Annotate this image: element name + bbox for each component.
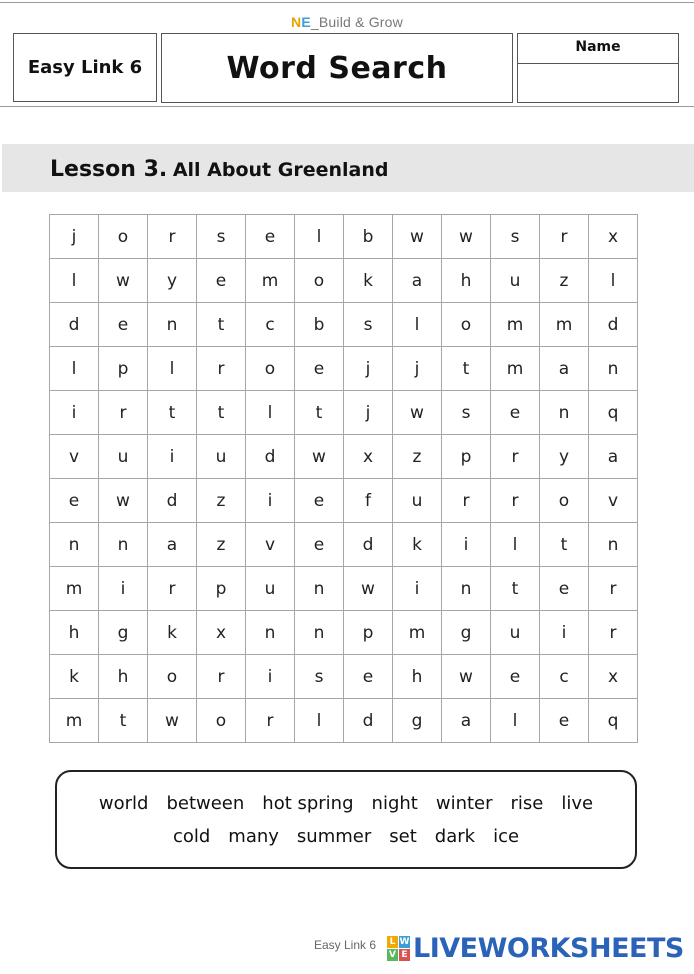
grid-cell[interactable]: w — [295, 435, 344, 479]
grid-cell[interactable]: r — [589, 567, 638, 611]
grid-row — [50, 303, 638, 347]
logo-square: L — [387, 936, 398, 948]
grid-cell[interactable]: s — [491, 215, 540, 259]
grid-cell[interactable]: e — [491, 391, 540, 435]
grid-cell[interactable]: b — [344, 215, 393, 259]
grid-cell[interactable]: l — [491, 699, 540, 743]
grid-cell[interactable]: x — [197, 611, 246, 655]
grid-cell[interactable]: t — [148, 391, 197, 435]
grid-cell[interactable]: z — [540, 259, 589, 303]
grid-cell[interactable]: h — [442, 259, 491, 303]
liveworksheets-logo-icon — [387, 936, 410, 961]
grid-cell[interactable]: d — [589, 303, 638, 347]
grid-cell[interactable]: m — [246, 259, 295, 303]
grid-cell[interactable]: u — [491, 611, 540, 655]
grid-cell[interactable]: p — [442, 435, 491, 479]
grid-cell[interactable]: r — [442, 479, 491, 523]
grid-cell[interactable]: q — [589, 391, 638, 435]
worksheet-title: Word Search — [226, 50, 448, 86]
liveworksheets-logo — [387, 933, 684, 964]
grid-cell[interactable]: p — [344, 611, 393, 655]
grid-cell[interactable]: z — [197, 479, 246, 523]
grid-cell[interactable]: v — [50, 435, 99, 479]
grid-cell[interactable]: l — [246, 391, 295, 435]
grid-cell[interactable]: u — [99, 435, 148, 479]
grid-cell[interactable]: w — [148, 699, 197, 743]
grid-cell[interactable]: z — [393, 435, 442, 479]
grid-cell[interactable]: d — [148, 479, 197, 523]
word-bank-word: summer — [296, 825, 372, 847]
grid-cell[interactable]: x — [589, 215, 638, 259]
grid-cell[interactable]: t — [295, 391, 344, 435]
grid-cell[interactable]: k — [344, 259, 393, 303]
grid-cell[interactable]: l — [50, 259, 99, 303]
grid-cell[interactable]: y — [540, 435, 589, 479]
grid-cell[interactable]: t — [540, 523, 589, 567]
grid-cell[interactable]: e — [295, 523, 344, 567]
grid-cell[interactable]: c — [246, 303, 295, 347]
grid-row — [50, 435, 638, 479]
grid-cell[interactable]: l — [50, 347, 99, 391]
grid-cell[interactable]: i — [246, 655, 295, 699]
title-box — [161, 33, 513, 103]
word-bank-word: ice — [493, 825, 520, 847]
grid-cell[interactable]: w — [393, 215, 442, 259]
grid-cell[interactable]: a — [540, 347, 589, 391]
grid-cell[interactable]: i — [50, 391, 99, 435]
grid-cell[interactable]: w — [344, 567, 393, 611]
grid-cell[interactable]: o — [148, 655, 197, 699]
grid-cell[interactable]: e — [295, 347, 344, 391]
grid-cell[interactable]: e — [99, 303, 148, 347]
lesson-banner — [2, 144, 694, 192]
word-bank-word: dark — [434, 825, 476, 847]
grid-cell[interactable]: j — [393, 347, 442, 391]
grid-cell[interactable]: o — [246, 347, 295, 391]
grid-cell[interactable]: e — [197, 259, 246, 303]
grid-cell[interactable]: n — [589, 523, 638, 567]
lesson-number: Lesson 3. — [50, 157, 168, 182]
grid-cell[interactable]: n — [246, 611, 295, 655]
grid-cell[interactable]: e — [540, 567, 589, 611]
liveworksheets-logo-text: LIVEWORKSHEETS — [413, 933, 684, 964]
word-bank-word: night — [371, 792, 418, 814]
grid-cell[interactable]: j — [50, 215, 99, 259]
grid-cell[interactable]: l — [393, 303, 442, 347]
grid-cell[interactable]: r — [148, 215, 197, 259]
grid-cell[interactable]: y — [148, 259, 197, 303]
grid-cell[interactable]: d — [344, 699, 393, 743]
grid-cell[interactable]: h — [99, 655, 148, 699]
grid-cell[interactable]: m — [50, 699, 99, 743]
grid-cell[interactable]: s — [197, 215, 246, 259]
grid-cell[interactable]: j — [344, 391, 393, 435]
word-bank-word: set — [389, 825, 417, 847]
word-bank-row-1 — [99, 793, 593, 814]
grid-cell[interactable]: r — [540, 215, 589, 259]
grid-cell[interactable]: p — [197, 567, 246, 611]
footer-course-label: Easy Link 6 — [314, 938, 377, 952]
word-bank-word: hot spring — [262, 792, 354, 814]
grid-cell[interactable]: o — [197, 699, 246, 743]
grid-cell[interactable]: v — [589, 479, 638, 523]
grid-cell[interactable]: r — [246, 699, 295, 743]
name-box — [517, 33, 679, 103]
grid-cell[interactable]: l — [491, 523, 540, 567]
grid-cell[interactable]: m — [50, 567, 99, 611]
grid-cell[interactable]: n — [148, 303, 197, 347]
grid-cell[interactable]: a — [442, 699, 491, 743]
logo-square: W — [399, 937, 410, 947]
grid-cell[interactable]: r — [197, 655, 246, 699]
grid-row — [50, 567, 638, 611]
grid-cell[interactable]: s — [442, 391, 491, 435]
grid-cell[interactable]: i — [540, 611, 589, 655]
grid-cell[interactable]: x — [589, 655, 638, 699]
grid-cell[interactable]: a — [393, 259, 442, 303]
grid-cell[interactable]: g — [99, 611, 148, 655]
grid-cell[interactable]: e — [246, 215, 295, 259]
name-field[interactable] — [518, 64, 678, 102]
grid-cell[interactable]: a — [589, 435, 638, 479]
grid-cell[interactable]: b — [295, 303, 344, 347]
grid-cell[interactable]: i — [148, 435, 197, 479]
grid-cell[interactable]: g — [393, 699, 442, 743]
grid-cell[interactable]: w — [99, 259, 148, 303]
grid-row — [50, 347, 638, 391]
grid-row — [50, 655, 638, 699]
grid-cell[interactable]: e — [50, 479, 99, 523]
logo-square: E — [399, 949, 410, 961]
grid-cell[interactable]: r — [491, 435, 540, 479]
grid-cell[interactable]: r — [589, 611, 638, 655]
grid-cell[interactable]: i — [393, 567, 442, 611]
grid-cell[interactable]: e — [295, 479, 344, 523]
word-bank-word: live — [561, 792, 594, 814]
grid-cell[interactable]: j — [344, 347, 393, 391]
grid-row — [50, 611, 638, 655]
grid-cell[interactable]: p — [99, 347, 148, 391]
grid-cell[interactable]: n — [295, 567, 344, 611]
grid-cell[interactable]: u — [197, 435, 246, 479]
grid-cell[interactable]: d — [344, 523, 393, 567]
brand-logo: NE_Build & Grow — [291, 14, 403, 30]
grid-cell[interactable]: x — [344, 435, 393, 479]
grid-cell[interactable]: h — [50, 611, 99, 655]
word-bank — [55, 770, 637, 869]
grid-cell[interactable]: w — [99, 479, 148, 523]
grid-cell[interactable]: i — [99, 567, 148, 611]
grid-cell[interactable]: m — [393, 611, 442, 655]
grid-cell[interactable]: l — [295, 699, 344, 743]
grid-row — [50, 479, 638, 523]
grid-cell[interactable]: k — [50, 655, 99, 699]
grid-cell[interactable]: o — [99, 215, 148, 259]
grid-cell[interactable]: o — [540, 479, 589, 523]
grid-cell[interactable]: w — [442, 215, 491, 259]
grid-cell[interactable]: n — [295, 611, 344, 655]
grid-cell[interactable]: s — [344, 303, 393, 347]
grid-row — [50, 523, 638, 567]
grid-cell[interactable]: l — [295, 215, 344, 259]
grid-cell[interactable]: d — [246, 435, 295, 479]
grid-cell[interactable]: l — [589, 259, 638, 303]
grid-cell[interactable]: t — [197, 391, 246, 435]
grid-cell[interactable]: t — [442, 347, 491, 391]
grid-cell[interactable]: t — [197, 303, 246, 347]
grid-cell[interactable]: e — [344, 655, 393, 699]
grid-cell[interactable]: f — [344, 479, 393, 523]
grid-row — [50, 699, 638, 743]
grid-cell[interactable]: g — [442, 611, 491, 655]
grid-cell[interactable]: c — [540, 655, 589, 699]
name-label: Name — [518, 34, 678, 64]
grid-cell[interactable]: q — [589, 699, 638, 743]
grid-cell[interactable]: t — [99, 699, 148, 743]
word-bank-word: many — [228, 825, 279, 847]
grid-cell[interactable]: u — [491, 259, 540, 303]
grid-cell[interactable]: e — [540, 699, 589, 743]
grid-row — [50, 259, 638, 303]
grid-cell[interactable]: n — [99, 523, 148, 567]
course-label: Easy Link 6 — [27, 57, 143, 78]
grid-cell[interactable]: k — [148, 611, 197, 655]
grid-cell[interactable]: m — [491, 347, 540, 391]
grid-cell[interactable]: m — [491, 303, 540, 347]
grid-cell[interactable]: v — [246, 523, 295, 567]
grid-cell[interactable]: r — [491, 479, 540, 523]
top-rule — [0, 2, 694, 3]
grid-row — [50, 391, 638, 435]
grid-cell[interactable]: e — [491, 655, 540, 699]
grid-cell[interactable]: i — [246, 479, 295, 523]
grid-cell[interactable]: w — [393, 391, 442, 435]
grid-cell[interactable]: n — [442, 567, 491, 611]
grid-cell[interactable]: i — [442, 523, 491, 567]
word-bank-word: between — [166, 792, 245, 814]
word-bank-word: rise — [510, 792, 544, 814]
grid-row — [50, 215, 638, 259]
logo-square: V — [387, 949, 398, 961]
grid-cell[interactable]: w — [442, 655, 491, 699]
course-box — [13, 33, 157, 102]
word-bank-word: cold — [172, 825, 211, 847]
word-bank-word: winter — [435, 792, 493, 814]
lesson-title: All About Greenland — [172, 159, 389, 181]
grid-cell[interactable]: r — [99, 391, 148, 435]
grid-cell[interactable]: o — [295, 259, 344, 303]
grid-cell[interactable]: u — [393, 479, 442, 523]
grid-cell[interactable]: m — [540, 303, 589, 347]
word-bank-row-2 — [173, 826, 519, 847]
grid-cell[interactable]: n — [50, 523, 99, 567]
grid-cell[interactable]: u — [246, 567, 295, 611]
grid-cell[interactable]: r — [148, 567, 197, 611]
header-bottom-rule — [0, 106, 694, 107]
grid-cell[interactable]: t — [491, 567, 540, 611]
grid-cell[interactable]: h — [393, 655, 442, 699]
grid-cell[interactable]: n — [589, 347, 638, 391]
grid-cell[interactable]: k — [393, 523, 442, 567]
word-bank-word: world — [98, 792, 149, 814]
grid-cell[interactable]: l — [148, 347, 197, 391]
grid-cell[interactable]: o — [442, 303, 491, 347]
grid-cell[interactable]: s — [295, 655, 344, 699]
word-search-grid — [49, 214, 638, 743]
grid-cell[interactable]: n — [540, 391, 589, 435]
grid-cell[interactable]: a — [148, 523, 197, 567]
grid-cell[interactable]: r — [197, 347, 246, 391]
grid-cell[interactable]: d — [50, 303, 99, 347]
grid-cell[interactable]: z — [197, 523, 246, 567]
